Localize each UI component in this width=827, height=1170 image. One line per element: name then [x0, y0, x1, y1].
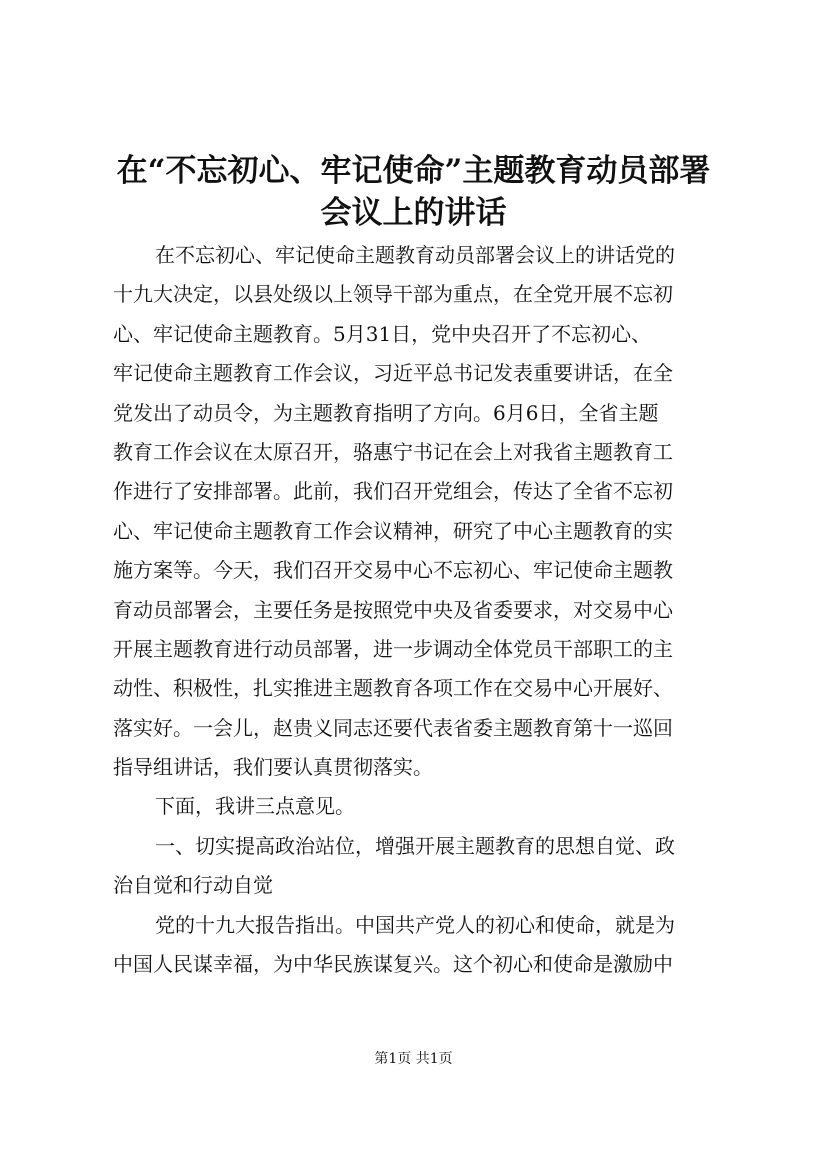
- text-line: 一、切实提高政治站位，增强开展主题教育的思想自觉、政: [155, 833, 675, 858]
- text-line: 教育工作会议在太原召开，骆惠宁书记在会上对我省主题教育工: [113, 439, 673, 464]
- text-line: 十九大决定，以县处级以上领导干部为重点，在全党开展不忘初: [113, 282, 673, 307]
- text-line: 在不忘初心、牢记使命主题教育动员部署会议上的讲话党的: [155, 243, 675, 267]
- text-line: 育动员部署会，主要任务是按照党中央及省委要求，对交易中心: [113, 597, 673, 622]
- page-title: [100, 150, 727, 234]
- text-line: 牢记使命主题教育工作会议，习近平总书记发表重要讲话，在全: [113, 361, 673, 386]
- document-body: [113, 236, 715, 984]
- text-line: 治自觉和行动自觉: [113, 873, 273, 898]
- text-line: 党的十九大报告指出。中国共产党人的初心和使命，就是为: [155, 912, 675, 937]
- text-line: 心、牢记使命主题教育工作会议精神，研究了中心主题教育的实: [113, 518, 673, 543]
- text-line: 作进行了安排部署。此前，我们召开党组会，传达了全省不忘初: [113, 479, 673, 504]
- text-line: 下面，我讲三点意见。: [155, 794, 355, 819]
- text-line: 开展主题教育进行动员部署，进一步调动全体党员干部职工的主: [113, 636, 673, 661]
- title-line-1: 在“不忘初心、牢记使命”主题教育动员部署: [116, 153, 711, 189]
- text-line: 施方案等。今天，我们召开交易中心不忘初心、牢记使命主题教: [113, 558, 673, 583]
- paragraph-2: [113, 787, 715, 826]
- text-line: 落实好。一会儿，赵贵义同志还要代表省委主题教育第十一巡回: [113, 715, 673, 740]
- text-line: 党发出了动员令，为主题教育指明了方向。6月6日，全省主题: [113, 400, 659, 425]
- title-line-2: 会议上的讲话: [320, 195, 507, 231]
- text-line: 动性、积极性，扎实推进主题教育各项工作在交易中心开展好、: [113, 676, 673, 701]
- text-line: 心、牢记使命主题教育。5月31日，党中央召开了不忘初心、: [113, 321, 652, 346]
- paragraph-1: [113, 236, 715, 787]
- text-line: 中国人民谋幸福，为中华民族谋复兴。这个初心和使命是激励中: [113, 952, 673, 977]
- text-line: 指导组讲话，我们要认真贯彻落实。: [113, 755, 433, 780]
- paragraph-3: [113, 906, 715, 985]
- section-heading-1: [113, 827, 715, 906]
- page-footer: 第1页 共1页: [374, 1051, 453, 1067]
